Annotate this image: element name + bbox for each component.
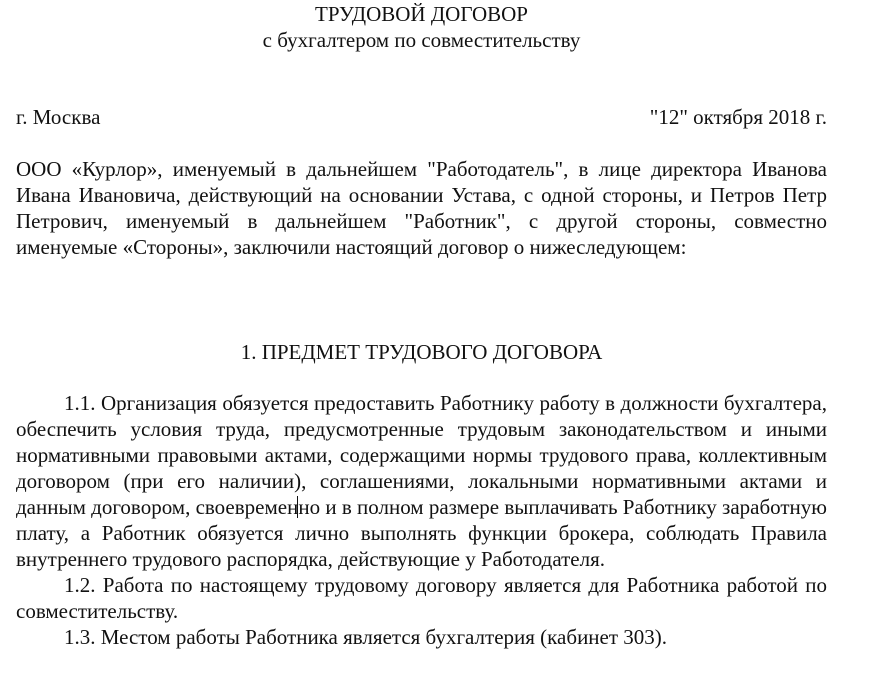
clause-1-1-text-a: 1.1. Организация обязуется предоставить Работнику работу в должности бухгалтера, обеспечить условия труда, предусмотренные трудовым законодательством и иными нормативными правовыми актами, содержащими нормы трудового права, коллективным договором (при его наличии), соглашениями, локальными нормативными актами и данным договором, своевремен	[16, 391, 827, 519]
clause-1-3: 1.3. Местом работы Работника является бухгалтерия (кабинет 303).	[64, 625, 668, 649]
clause-1-1-text-b: но и в полном размере выплачивать Работнику заработную плату, а Работник обязуется лично выполнять функции брокера, соблюдать Правила внутреннего трудового распорядка, действующие у Работодателя.	[16, 495, 827, 571]
contract-date: "12" октября 2018 г.	[649, 105, 827, 129]
section-1-body	[16, 390, 827, 650]
document-title: ТРУДОВОЙ ДОГОВОР	[315, 2, 528, 26]
city: г. Москва	[16, 105, 101, 129]
place-date-line	[16, 104, 827, 130]
section-1-heading: 1. ПРЕДМЕТ ТРУДОВОГО ДОГОВОРА	[240, 340, 603, 364]
intro-paragraph: ООО «Курлор», именуемый в дальнейшем "Работодатель", в лице директора Иванова Ивана Ивановича, действующий на основании Устава, с одной стороны, и Петров Петр Петрович, именуемый в дальнейшем "Работник", с другой стороны, совместно именуемые «Стороны», заключили настоящий договор о нижеследующем:	[16, 157, 827, 259]
clause-1-2: 1.2. Работа по настоящему трудовому договору является для Работника работой по совместительству.	[16, 573, 827, 623]
document-subtitle: с бухгалтером по совместительству	[262, 28, 581, 52]
clause-1-1	[16, 390, 827, 572]
document-page	[16, 0, 827, 649]
